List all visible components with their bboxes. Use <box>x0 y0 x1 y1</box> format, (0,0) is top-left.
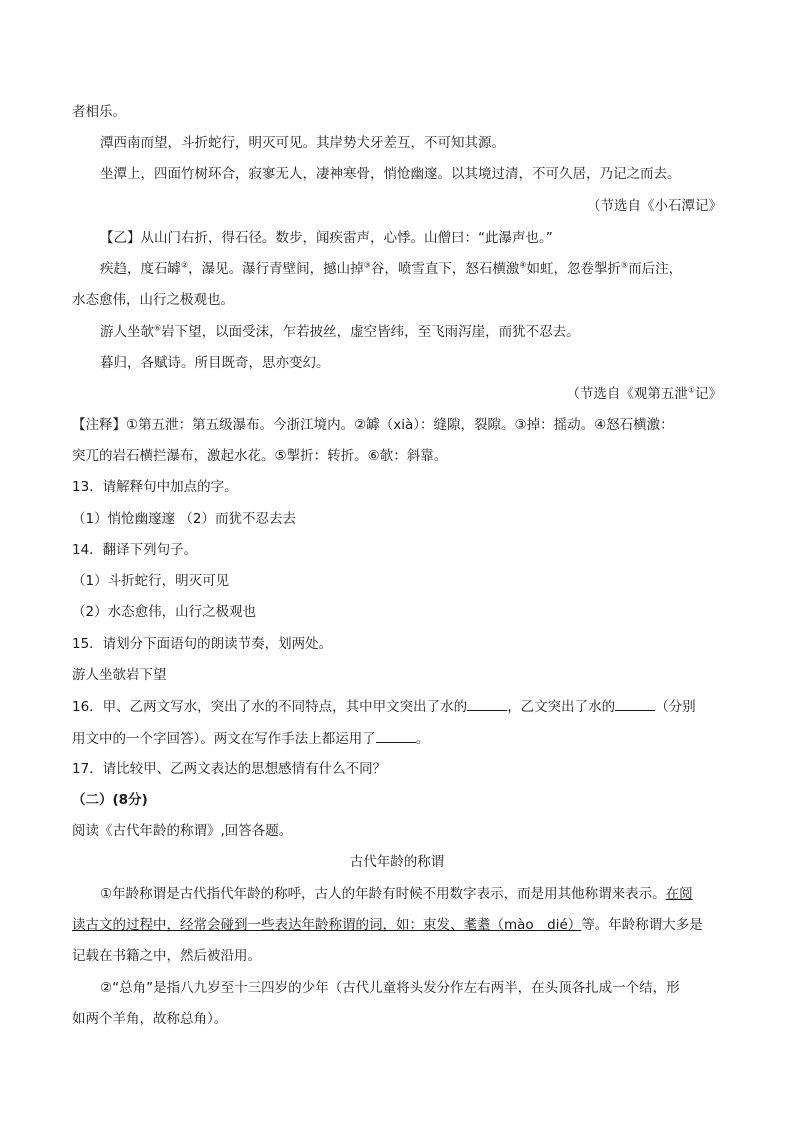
passage-b-source: （节选自《观第五泄①记》 <box>566 385 722 402</box>
notes-line-1: 【注释】①第五泄：第五级瀑布。今浙江境内。②罅（xià）：缝隙，裂隙。③掉：摇动。④怒石横激： <box>72 417 674 433</box>
article-title: 古代年龄的称谓 <box>349 854 445 870</box>
footnote-mark: ② <box>181 260 189 270</box>
question-17: 17．请比较甲、乙两文表达的思想感情有什么不同？ <box>72 761 387 777</box>
article-paragraph-2-cont: 如两个羊角，故称总角）。 <box>72 1011 228 1027</box>
footnote-mark: ③ <box>363 260 371 270</box>
article-paragraph-1: ①年龄称谓是古代指代年龄的称呼，古人的年龄有时候不用数字表示，而是用其他称谓来表示。在阅 <box>100 886 693 902</box>
question-14: 14．翻译下列句子。 <box>72 542 198 558</box>
passage-a-paragraph-2: 坐潭上，四面竹树环合，寂寥无人，凄神寒骨，悄怆幽邃。以其境过清，不可久居，乃记之而去。 <box>100 166 681 182</box>
question-13: 13．请解释句中加点的字。 <box>72 479 238 495</box>
answer-blank[interactable] <box>467 696 507 711</box>
passage-a-line-end: 者相乐。 <box>72 104 126 120</box>
passage-b-paragraph-1: 【乙】从山门右折，得石径。数步，闻疾雷声，心悸。山僧曰：“此瀑声也。” <box>100 230 553 246</box>
footnote-mark: ⑤ <box>621 260 629 270</box>
article-paragraph-2: ②“总角”是指八九岁至十三四岁的少年（古代儿童将头发分作左右两半，在头顶各扎成一个结，形 <box>100 980 680 996</box>
passage-b-paragraph-2: 疾趋，度石罅②，瀑见。瀑行青壁间，撼山掉③谷，喷雪直下，怒石横激④如虹，忽卷掣折⑤而后注， <box>100 260 683 277</box>
passage-a-source: （节选自《小石潭记》 <box>587 198 722 214</box>
notes-line-2: 突兀的岩石横拦瀑布，激起水花。⑤掣折：转折。⑥欹：斜靠。 <box>72 448 448 464</box>
section-intro: 阅读《古代年龄的称谓》,回答各题。 <box>72 823 293 839</box>
question-15: 15．请划分下面语句的朗读节奏，划两处。 <box>72 636 333 652</box>
question-14-item-1: （1）斗折蛇行，明灭可见 <box>72 573 230 589</box>
article-paragraph-1-end: 记载在书籍之中，然后被沿用。 <box>72 948 261 964</box>
answer-blank[interactable] <box>376 728 416 743</box>
section-heading: （二）(8分) <box>72 792 148 808</box>
passage-a-paragraph-1: 潭西南而望，斗折蛇行，明灭可见。其岸势犬牙差互，不可知其源。 <box>100 135 505 151</box>
question-14-item-2: （2）水态愈伟，山行之极观也 <box>72 604 257 620</box>
question-13-items: （1）悄怆幽邃邃 （2）而犹不忍去去 <box>72 511 296 527</box>
question-16-cont: 用文中的一个字回答）。两文在写作手法上都运用了 。 <box>72 728 429 749</box>
article-paragraph-1-cont: 读古文的过程中，经常会碰到一些表达年龄称谓的词，如：束发、耄耋（mào dié）等。年龄称谓大多是 <box>72 917 703 933</box>
passage-b-paragraph-3: 游人坐欹⑥岩下望，以面受沫，乍若披丝，虚空皆纬，至飞雨泻崖，而犹不忍去。 <box>100 323 580 340</box>
footnote-mark: ⑥ <box>154 323 162 333</box>
answer-blank[interactable] <box>615 696 655 711</box>
question-16: 16．甲、乙两文写水，突出了水的不同特点，其中甲文突出了水的 ，乙文突出了水的 （分别 <box>72 696 696 717</box>
passage-b-paragraph-4: 暮归，各赋诗。所目既奇，思亦变幻。 <box>100 355 330 371</box>
question-15-text: 游人坐欹岩下望 <box>72 667 167 683</box>
footnote-mark: ① <box>687 385 695 395</box>
passage-b-paragraph-2-cont: 水态愈伟，山行之极观也。 <box>72 292 234 308</box>
footnote-mark: ④ <box>519 260 527 270</box>
